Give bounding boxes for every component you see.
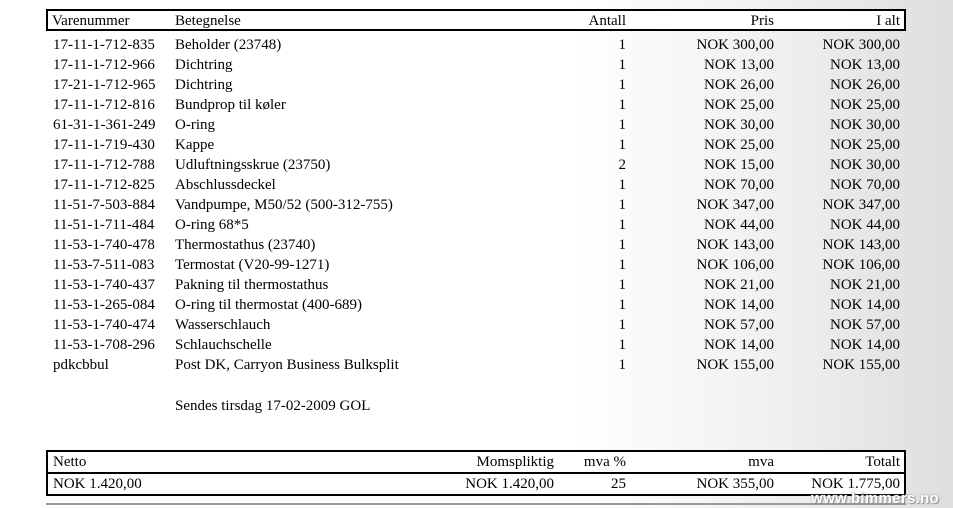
cell-varenummer: 17-11-1-712-788 <box>53 157 155 173</box>
cell-antall: 1 <box>618 37 626 53</box>
items-table-body <box>48 35 904 375</box>
table-row <box>48 195 904 215</box>
cell-antall: 2 <box>618 157 626 173</box>
cell-pris: NOK 25,00 <box>704 97 774 113</box>
bottom-divider <box>46 503 906 505</box>
cell-varenummer: 11-53-1-708-296 <box>53 337 155 353</box>
cell-pris: NOK 14,00 <box>704 337 774 353</box>
cell-varenummer: 17-11-1-712-825 <box>53 177 155 193</box>
totals-header-netto: Netto <box>53 454 87 470</box>
cell-pris: NOK 300,00 <box>696 37 774 53</box>
cell-betegnelse: Dichtring <box>175 77 233 93</box>
cell-antall: 1 <box>618 297 626 313</box>
table-row <box>48 55 904 75</box>
table-row <box>48 295 904 315</box>
cell-betegnelse: Thermostathus (23740) <box>175 237 316 253</box>
cell-pris: NOK 44,00 <box>704 217 774 233</box>
table-row <box>48 275 904 295</box>
table-row <box>48 335 904 355</box>
totals-header-mva-pct: mva % <box>583 454 626 470</box>
cell-varenummer: 11-53-1-740-437 <box>53 277 155 293</box>
table-row <box>48 255 904 275</box>
totals-header-momspliktig: Momspliktig <box>476 454 554 470</box>
cell-antall: 1 <box>618 177 626 193</box>
cell-betegnelse: Vandpumpe, M50/52 (500-312-755) <box>175 197 393 213</box>
cell-i-alt: NOK 14,00 <box>830 297 900 313</box>
totals-mva-value: NOK 355,00 <box>696 476 774 492</box>
cell-antall: 1 <box>618 317 626 333</box>
totals-header-mva: mva <box>748 454 774 470</box>
cell-pris: NOK 13,00 <box>704 57 774 73</box>
cell-betegnelse: Dichtring <box>175 57 233 73</box>
cell-betegnelse: Termostat (V20-99-1271) <box>175 257 330 273</box>
table-row <box>48 215 904 235</box>
cell-i-alt: NOK 300,00 <box>822 37 900 53</box>
cell-antall: 1 <box>618 217 626 233</box>
table-row <box>48 35 904 55</box>
header-pris: Pris <box>750 13 774 29</box>
cell-i-alt: NOK 30,00 <box>830 157 900 173</box>
watermark: www.bimmers.no <box>811 490 939 507</box>
cell-varenummer: 17-11-1-719-430 <box>53 137 155 153</box>
totals-header-totalt: Totalt <box>865 454 900 470</box>
cell-i-alt: NOK 44,00 <box>830 217 900 233</box>
cell-antall: 1 <box>618 197 626 213</box>
cell-pris: NOK 347,00 <box>696 197 774 213</box>
cell-pris: NOK 106,00 <box>696 257 774 273</box>
cell-antall: 1 <box>618 257 626 273</box>
cell-antall: 1 <box>618 237 626 253</box>
cell-i-alt: NOK 106,00 <box>822 257 900 273</box>
table-row <box>48 355 904 375</box>
table-row <box>48 175 904 195</box>
cell-varenummer: 11-53-7-511-083 <box>53 257 155 273</box>
cell-betegnelse: O-ring 68*5 <box>175 217 249 233</box>
totals-netto-value: NOK 1.420,00 <box>53 476 142 492</box>
cell-i-alt: NOK 155,00 <box>822 357 900 373</box>
cell-i-alt: NOK 25,00 <box>830 97 900 113</box>
cell-antall: 1 <box>618 277 626 293</box>
header-i-alt: I alt <box>876 13 900 29</box>
cell-i-alt: NOK 57,00 <box>830 317 900 333</box>
cell-betegnelse: Pakning til thermostathus <box>175 277 329 293</box>
header-antall: Antall <box>588 13 626 29</box>
cell-varenummer: 17-11-1-712-835 <box>53 37 155 53</box>
cell-betegnelse: Abschlussdeckel <box>175 177 276 193</box>
table-row <box>48 315 904 335</box>
header-betegnelse: Betegnelse <box>175 13 241 29</box>
cell-varenummer: 17-11-1-712-966 <box>53 57 155 73</box>
cell-betegnelse: Kappe <box>175 137 215 153</box>
table-row <box>48 95 904 115</box>
table-row <box>48 75 904 95</box>
totals-table <box>46 450 906 496</box>
totals-header-row <box>48 452 904 474</box>
cell-pris: NOK 21,00 <box>704 277 774 293</box>
totals-value-row <box>48 474 904 494</box>
cell-i-alt: NOK 70,00 <box>830 177 900 193</box>
cell-betegnelse: Beholder (23748) <box>175 37 282 53</box>
cell-betegnelse: Udluftningsskrue (23750) <box>175 157 331 173</box>
cell-varenummer: 17-11-1-712-816 <box>53 97 155 113</box>
cell-i-alt: NOK 21,00 <box>830 277 900 293</box>
cell-varenummer: 11-53-1-740-474 <box>53 317 155 333</box>
cell-i-alt: NOK 25,00 <box>830 137 900 153</box>
cell-betegnelse: O-ring til thermostat (400-689) <box>175 297 363 313</box>
totals-momspliktig-value: NOK 1.420,00 <box>465 476 554 492</box>
cell-pris: NOK 25,00 <box>704 137 774 153</box>
cell-varenummer: 11-53-1-265-084 <box>53 297 155 313</box>
cell-antall: 1 <box>618 137 626 153</box>
cell-antall: 1 <box>618 337 626 353</box>
cell-varenummer: 61-31-1-361-249 <box>53 117 156 133</box>
cell-varenummer: 11-53-1-740-478 <box>53 237 155 253</box>
cell-varenummer: 17-21-1-712-965 <box>53 77 156 93</box>
cell-betegnelse: O-ring <box>175 117 215 133</box>
cell-pris: NOK 30,00 <box>704 117 774 133</box>
cell-i-alt: NOK 143,00 <box>822 237 900 253</box>
totals-totalt-value: NOK 1.775,00 <box>811 476 900 492</box>
cell-i-alt: NOK 13,00 <box>830 57 900 73</box>
table-row <box>48 235 904 255</box>
cell-i-alt: NOK 14,00 <box>830 337 900 353</box>
shipping-note: Sendes tirsdag 17-02-2009 GOL <box>175 398 371 414</box>
cell-i-alt: NOK 26,00 <box>830 77 900 93</box>
cell-antall: 1 <box>618 57 626 73</box>
cell-antall: 1 <box>618 77 626 93</box>
table-row <box>48 135 904 155</box>
cell-antall: 1 <box>618 117 626 133</box>
cell-pris: NOK 26,00 <box>704 77 774 93</box>
cell-varenummer: pdkcbbul <box>53 357 109 373</box>
table-row <box>48 115 904 135</box>
table-row <box>48 155 904 175</box>
cell-pris: NOK 155,00 <box>696 357 774 373</box>
cell-betegnelse: Wasserschlauch <box>175 317 271 333</box>
cell-pris: NOK 14,00 <box>704 297 774 313</box>
items-table-header <box>46 9 906 31</box>
totals-mva-pct-value: 25 <box>611 476 626 492</box>
cell-i-alt: NOK 347,00 <box>822 197 900 213</box>
cell-pris: NOK 143,00 <box>696 237 774 253</box>
cell-pris: NOK 15,00 <box>704 157 774 173</box>
cell-betegnelse: Post DK, Carryon Business Bulksplit <box>175 357 399 373</box>
cell-pris: NOK 70,00 <box>704 177 774 193</box>
cell-antall: 1 <box>618 357 626 373</box>
cell-betegnelse: Schlauchschelle <box>175 337 272 353</box>
header-varenummer: Varenummer <box>52 13 130 29</box>
cell-pris: NOK 57,00 <box>704 317 774 333</box>
cell-betegnelse: Bundprop til køler <box>175 97 286 113</box>
cell-varenummer: 11-51-1-711-484 <box>53 217 155 233</box>
cell-antall: 1 <box>618 97 626 113</box>
cell-i-alt: NOK 30,00 <box>830 117 900 133</box>
cell-varenummer: 11-51-7-503-884 <box>53 197 155 213</box>
